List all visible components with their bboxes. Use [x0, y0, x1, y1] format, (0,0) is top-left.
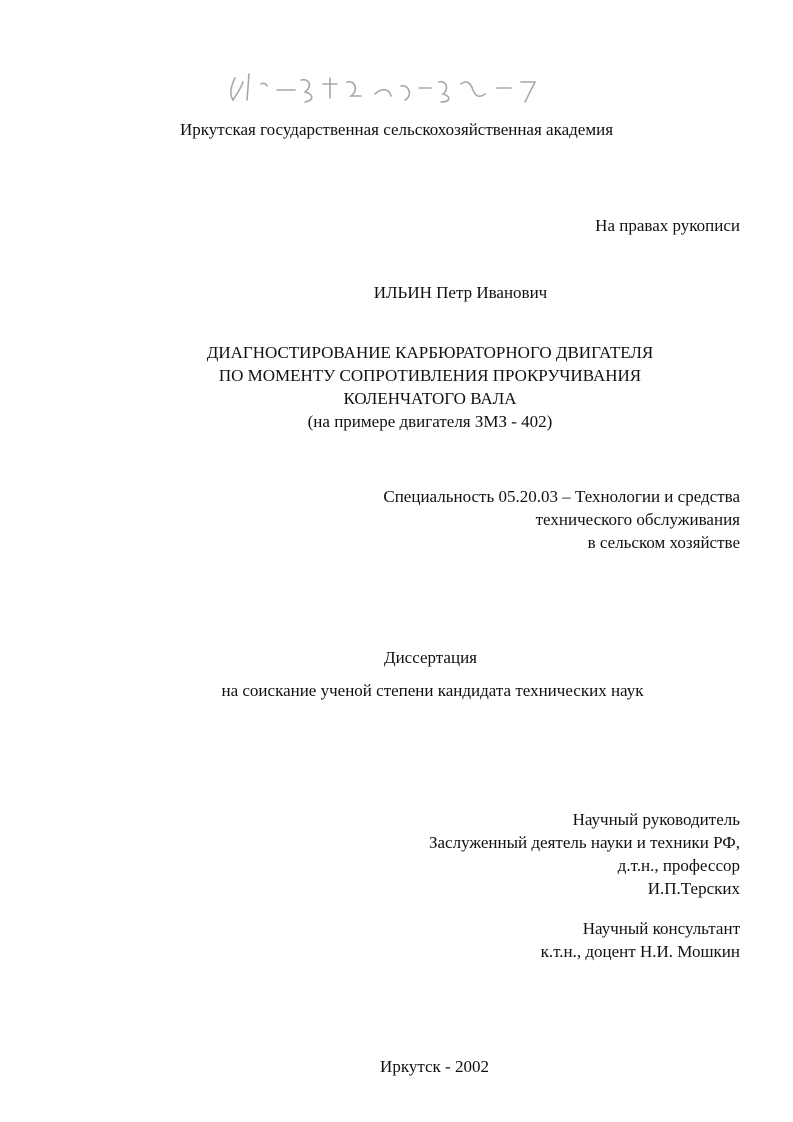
- specialty-block: [383, 485, 740, 554]
- specialty-line-3: в сельском хозяйстве: [587, 533, 740, 552]
- title-subtitle: (на примере двигателя ЗМЗ - 402): [307, 412, 553, 431]
- specialty-line-1: Специальность 05.20.03 – Технологии и средства: [383, 487, 740, 506]
- supervisor-name: И.П.Терских: [647, 879, 740, 898]
- supervisor-title: Заслуженный деятель науки и техники РФ,: [428, 833, 740, 852]
- supervisor-degree: д.т.н., профессор: [617, 856, 740, 875]
- consultant-details: к.т.н., доцент Н.И. Мошкин: [540, 942, 740, 961]
- supervisor-block: [429, 808, 740, 900]
- title-line-1: ДИАГНОСТИРОВАНИЕ КАРБЮРАТОРНОГО ДВИГАТЕЛЯ: [206, 343, 654, 362]
- author-name: ИЛЬИН Петр Иванович: [373, 283, 548, 302]
- degree-statement: на соискание ученой степени кандидата технических наук: [221, 681, 644, 700]
- document-type: Диссертация: [383, 648, 477, 667]
- manuscript-rights-note: На правах рукописи: [595, 216, 740, 235]
- specialty-line-2: технического обслуживания: [535, 510, 740, 529]
- consultant-block: [541, 917, 740, 963]
- title-line-2: ПО МОМЕНТУ СОПРОТИВЛЕНИЯ ПРОКРУЧИВАНИЯ: [218, 366, 642, 385]
- consultant-role: Научный консультант: [582, 919, 740, 938]
- institution-name: Иркутская государственная сельскохозяйственная академия: [179, 120, 614, 139]
- supervisor-role: Научный руководитель: [572, 810, 740, 829]
- title-line-3: КОЛЕНЧАТОГО ВАЛА: [343, 389, 517, 408]
- dissertation-title: [0, 341, 793, 433]
- city-year: Иркутск - 2002: [380, 1057, 489, 1076]
- handwritten-stamp: [205, 60, 565, 120]
